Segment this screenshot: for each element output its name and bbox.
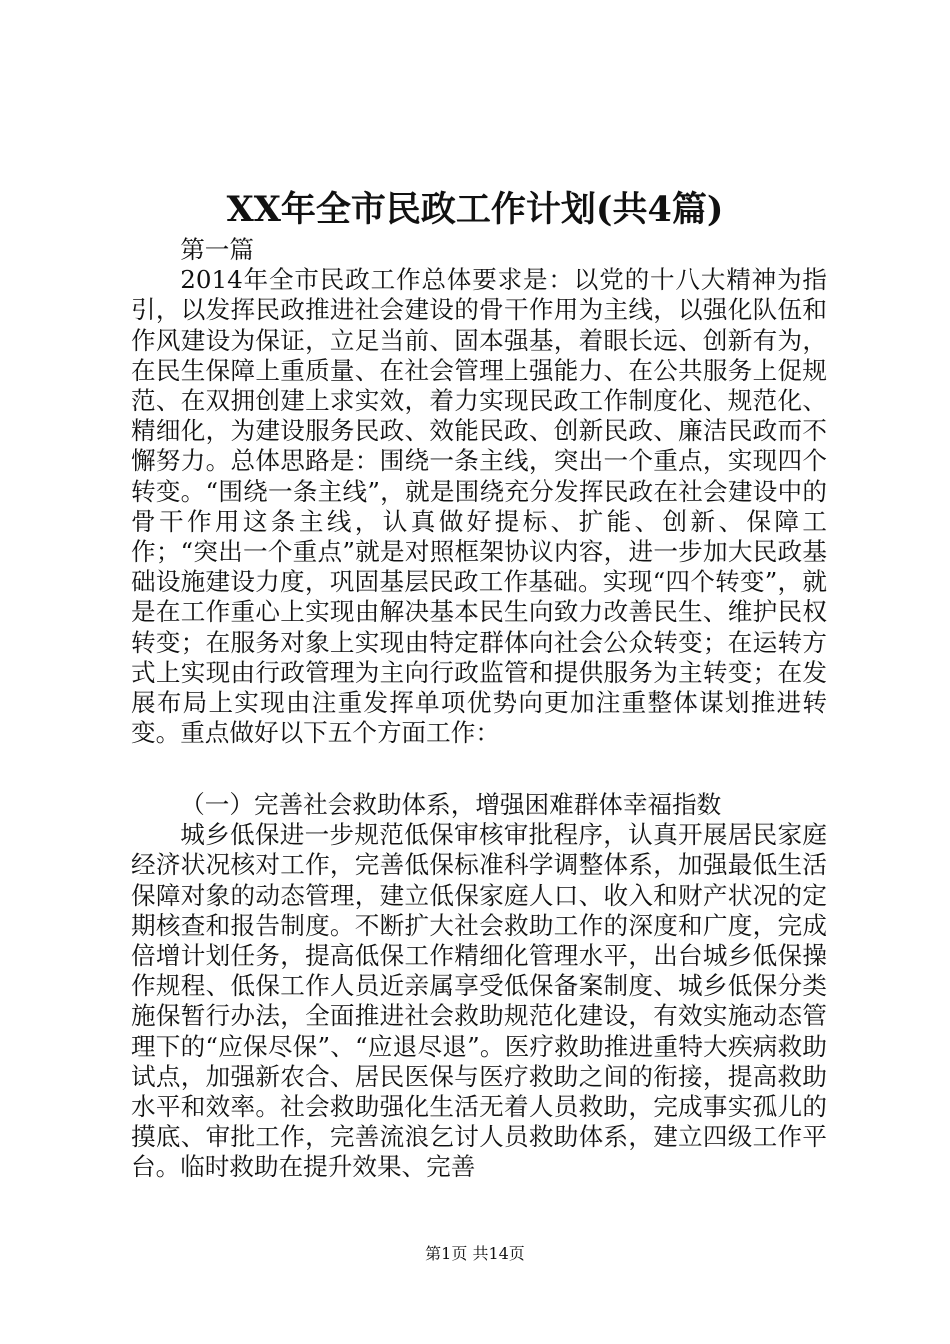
page-footer: 第1页 共14页 [425, 1244, 525, 1263]
document-body-part-one [131, 235, 827, 748]
intro-paragraph: 2014年全市民政工作总体要求是：以党的十八大精神为指引，以发挥民政推进社会建设的骨干作用为主线，以强化队伍和作风建设为保证，立足当前、固本强基，着眼长远、创新有为，在民生保障上重质量、在社会管理上强能力、在公共服务上促规范、在双拥创建上求实效，着力实现民政工作制度化、规范化、精细化，为建设服务民政、效能民政、创新民政、廉洁民政而不懈努力。总体思路是：围绕一条主线，突出一个重点，实现四个转变。“围绕一条主线”，就是围绕充分发挥民政在社会建设中的骨干作用这条主线，认真做好提标、扩能、创新、保障工作；“突出一个重点”就是对照框架协议内容，进一步加大民政基础设施建设力度，巩固基层民政工作基础。实现“四个转变”，就是在工作重心上实现由解决基本民生向致力改善民生、维护民权转变；在服务对象上实现由特定群体向社会公众转变；在运转方式上实现由行政管理为主向行政监管和提供服务为主转变；在发展布局上实现由注重发挥单项优势向更加注重整体谋划推进转变。重点做好以下五个方面工作： [131, 265, 827, 748]
document-title: XX年全市民政工作计划(共4篇) [226, 189, 724, 230]
document-body-section-one [131, 790, 827, 1183]
section-paragraph: 城乡低保进一步规范低保审核审批程序，认真开展居民家庭经济状况核对工作，完善低保标准科学调整体系，加强最低生活保障对象的动态管理，建立低保家庭人口、收入和财产状况的定期核查和报告制度。不断扩大社会救助工作的深度和广度，完成倍增计划任务，提高低保工作精细化管理水平，出台城乡低保操作规程、低保工作人员近亲属享受低保备案制度、城乡低保分类施保暂行办法，全面推进社会救助规范化建设，有效实施动态管理下的“应保尽保”、“应退尽退”。医疗救助推进重特大疾病救助试点，加强新农合、居民医保与医疗救助之间的衔接，提高救助水平和效率。社会救助强化生活无着人员救助，完成事实孤儿的摸底、审批工作，完善流浪乞讨人员救助体系，建立四级工作平台。临时救助在提升效果、完善 [131, 820, 827, 1182]
section-heading: （一）完善社会救助体系，增强困难群体幸福指数 [180, 790, 722, 819]
part-label: 第一篇 [180, 235, 254, 264]
